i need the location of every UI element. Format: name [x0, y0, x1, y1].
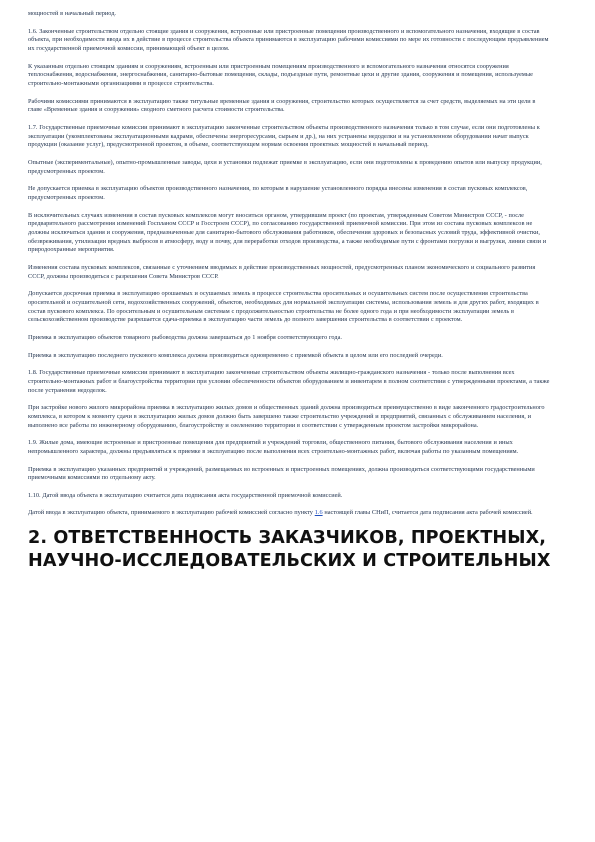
paragraph: Рабочими комиссиями принимаются в эксплуатацию также титульные временные здания и сооружения, строительство которых осуществляется за счет средств, выделяемых на эти цели в главе «Временные здания и сооружения» сводного сметного расчета стоимости строительства.	[28, 97, 536, 114]
paragraph: мощностей в начальный период.	[28, 10, 117, 17]
paragraph: Допускается досрочная приемка в эксплуатацию орошаемых и осушаемых земель в процессе строительства оросительных и осушительных систем после осуществления строительства оросительной и осушительной сети, водохозяйственных сооружений, объектов, необходимых для нормальной эксплуатации системы, использования земель и для других работ, входящих в состав пускового комплекса. По оросительным и осушительным системам с продолжительностью строительства не более одного года и при необходимости эксплуатации земель в сельскохозяйственном производстве разрешается сдача-приемка в эксплуатацию части земель до полного завершения строительства в соответствии с проектом.	[28, 290, 539, 324]
section-heading	[28, 527, 551, 573]
paragraph: Опытные (экспериментальные), опытно-промышленные заводы, цехи и установки подлежат приемке в эксплуатацию, если они подготовлены к проведению опытов или выпуску продукции, предусмотренных проектом.	[28, 159, 542, 175]
paragraph: 1.8. Государственные приемочные комиссии принимают в эксплуатацию законченные строительством объекты жилищно-гражданского назначения - только после выполнения всех строительно-монтажных работ и благоустройства территории при условии обеспеченности объектов оборудованием и инвентарем в полном соответствии с утвержденными проектами, а также после устранения недоделок.	[28, 369, 550, 394]
section-heading-line: 2. ОТВЕТСТВЕННОСТЬ ЗАКАЗЧИКОВ, ПРОЕКТНЫХ,	[28, 527, 547, 548]
section-heading-line: НАУЧНО-ИССЛЕДОВАТЕЛЬСКИХ И СТРОИТЕЛЬНЫХ	[28, 550, 551, 571]
paragraph: Не допускается приемка в эксплуатацию объектов производственного назначения, по которым в нарушение установленного порядка внесены изменения в состав пусковых комплексов, предусмотренных проектом.	[28, 185, 528, 202]
clause-link[interactable]: 1.6	[314, 509, 323, 517]
paragraph-with-link	[28, 509, 551, 518]
paragraph: Изменения состава пусковых комплексов, связанные с уточнением вводимых в действие производственных мощностей, предусмотренных планом экономического и социального развития СССР, должны производиться с разрешения Совета Министров СССР.	[28, 263, 536, 280]
paragraph-text-before: Датой ввода в эксплуатацию объекта, принимаемого в эксплуатацию рабочей комиссией согласно пункту	[28, 509, 315, 517]
paragraph: 1.9. Жилые дома, имеющие встроенные и пристроенные помещения для предприятий и учреждений торговли, общественного питания, бытового обслуживания населения и иных непромышленного характера, должны предъявляться к приемке в эксплуатацию после выполнения всех строительно-монтажных работ, включая работы по указанным помещениям.	[28, 439, 519, 455]
paragraph-text-after: настоящей главы СНиП, считается дата подписания акта рабочей комиссией.	[322, 509, 533, 517]
paragraph: К указанным отдельно стоящим зданиям и сооружениям, встроенным или пристроенным помещениям производственного и вспомогательного назначения относятся сооружения теплоснабжения, водоснабжения, энергоснабжения, санитарно-бытовые помещения, склады, подъездные пути, ремонтные цехи и другие здания, сооружения и помещения, используемые строительно-монтажными организациями в процессе строительства.	[28, 62, 533, 87]
paragraph: 1.7. Государственные приемочные комиссии принимают в эксплуатацию законченные строительством объекты производственного назначения только в том случае, если они подготовлены к эксплуатации (укомплектованы эксплуатационными кадрами, обеспечены энергоресурсами, сырьем и др.), на них устранены недоделки и на установленном оборудовании начат выпуск продукции (оказание услуг), предусмотренной проектом, в объеме, соответствующем нормам освоения проектных мощностей в начальный период.	[28, 124, 540, 149]
paragraph: Приемка в эксплуатацию последнего пускового комплекса должна производиться одновременно с приемкой объекта в целом или его последней очереди.	[28, 351, 443, 359]
paragraph: При застройке нового жилого микрорайона приемка в эксплуатацию жилых домов и общественных зданий должна производиться преимущественно в виде законченного градостроительного комплекса, в котором к моменту сдачи в эксплуатацию жилых домов должно быть завершено также строительство учреждений и предприятий, связанных с обслуживанием населения, и выполнено все работы по инженерному оборудованию, благоустройству и озеленению территории в соответствии с утвержденным проектом застройки микрорайона.	[28, 404, 545, 429]
paragraph: 1.10. Датой ввода объекта в эксплуатацию считается дата подписания акта государственной приемочной комиссией.	[28, 492, 343, 500]
paragraph: 1.6. Законченные строительством отдельно стоящие здания и сооружения, встроенные или пристроенные помещения производственного и вспомогательного назначения, входящие в состав объекта, при необходимости ввода их в действие в процессе строительства объекта принимаются в эксплуатацию рабочими комиссиями по мере их готовности с последующим предъявлением их государственной приемочной комиссии, принимающей объект в целом.	[28, 27, 549, 52]
paragraph: Приемка в эксплуатацию указанных предприятий и учреждений, размещаемых во встроенных и пристроенных помещениях, должна производиться соответствующими государственными приемочными комиссиями по отдельному акту.	[28, 465, 535, 482]
paragraph: Приемка в эксплуатацию объектов товарного рыбоводства должна завершаться до 1 ноября соответствующего года.	[28, 333, 342, 341]
paragraph: В исключительных случаях изменения в состав пусковых комплексов могут вноситься органом, утвердившим проект (по проектам, утвержденным Советом Министров СССР, - после предварительного рассмотрения изменений Госпланом СССР и Госстроем СССР), по согласованию государственной приемочной комиссии. При этом из состава пусковых комплексов не должны исключаться здания и сооружения, предназначенные для санитарно-бытового обслуживания работников, обеспечения здоровых и безопасных условий труда, эффективной очистки, обезвреживания, утилизации вредных выбросов в атмосферу, воду и почву, для переработки отходов производства, а также необходимые пути с фронтами погрузки и выгрузки, линии связи и природоохранные мероприятия.	[28, 211, 547, 254]
